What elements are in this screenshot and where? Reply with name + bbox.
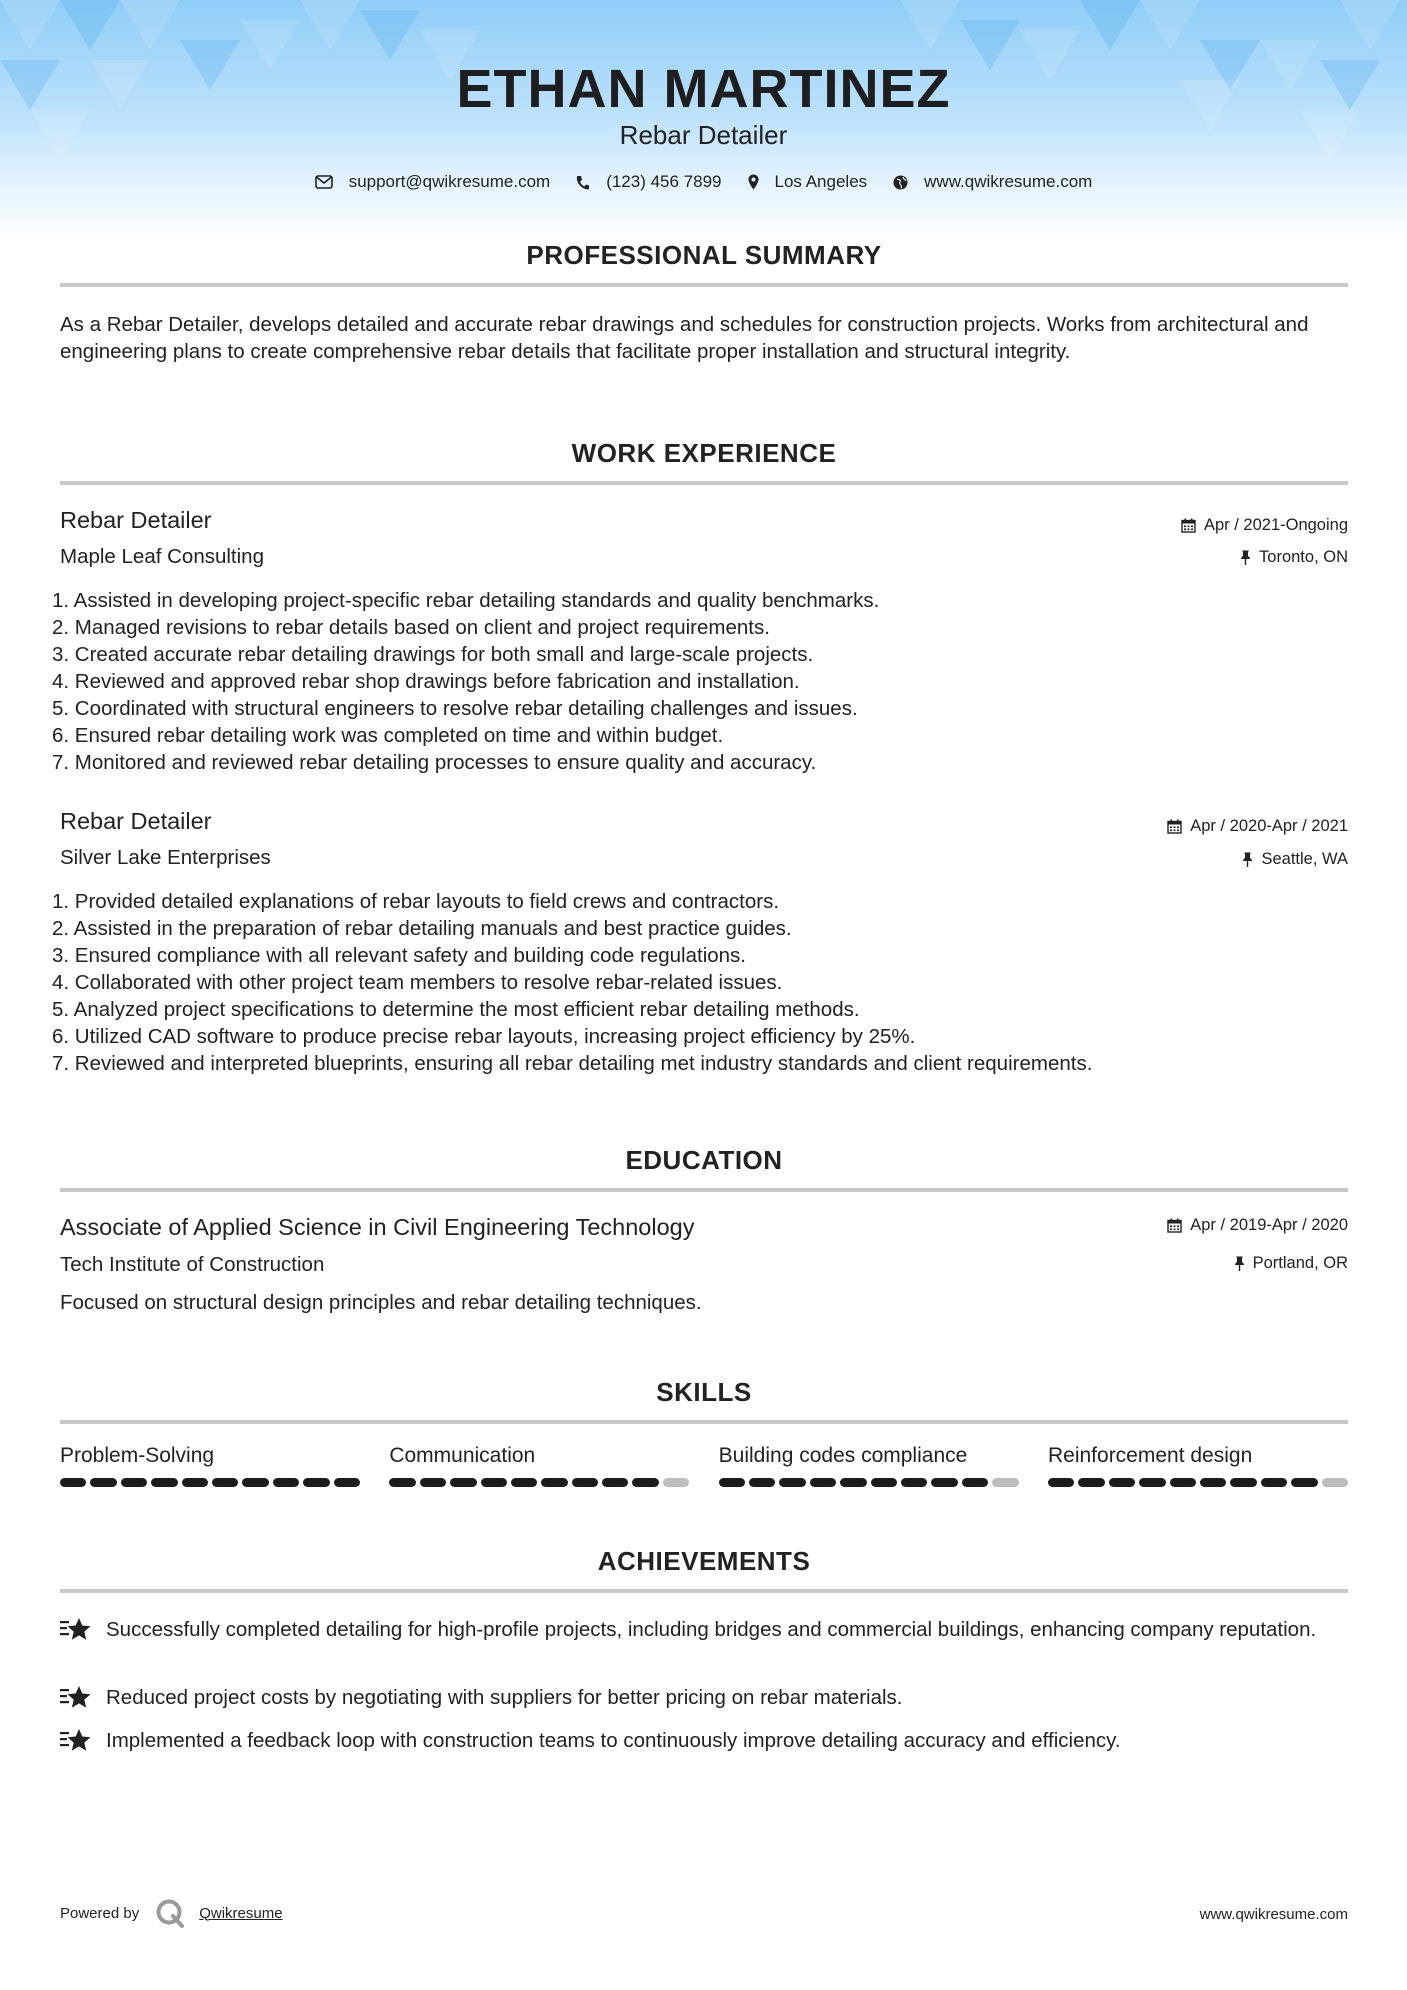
list-item: 2. Managed revisions to rebar details based on client and project requirements. — [52, 616, 770, 639]
pushpin-icon — [1234, 1256, 1245, 1271]
globe-icon — [893, 175, 908, 190]
skill-segment-filled — [121, 1478, 147, 1487]
contact-email[interactable] — [315, 172, 551, 192]
skill-segment-filled — [1078, 1478, 1104, 1487]
achievements-divider — [60, 1589, 1348, 1593]
qwikresume-logo-icon — [155, 1898, 185, 1928]
list-item: 2. Assisted in the preparation of rebar detailing manuals and best practice guides. — [52, 917, 792, 940]
footer-powered-by — [60, 1898, 283, 1928]
education-dates — [1167, 1216, 1348, 1235]
list-item: 4. Reviewed and approved rebar shop drawings before fabrication and installation. — [52, 670, 800, 693]
summary-text: As a Rebar Detailer, develops detailed and accurate rebar drawings and schedules for construction projects. Works from architectural and engineering plans to create comprehensive rebar details that facilitate proper installation and structural integrity. — [60, 313, 1309, 363]
list-item: 1. Provided detailed explanations of rebar layouts to field crews and contractors. — [52, 890, 780, 913]
powered-by-label: Powered by — [60, 1904, 140, 1922]
job-company: Silver Lake Enterprises — [60, 846, 271, 869]
job-company: Maple Leaf Consulting — [60, 545, 264, 568]
contact-bar — [0, 172, 1407, 192]
skill-segment-filled — [1170, 1478, 1196, 1487]
school-name: Tech Institute of Construction — [60, 1253, 325, 1276]
calendar-icon — [1167, 1218, 1182, 1233]
skill-segment-filled — [810, 1478, 836, 1487]
skill-segment-filled — [303, 1478, 329, 1487]
skill-segment-filled — [481, 1478, 507, 1487]
skill-segment-filled — [1261, 1478, 1287, 1487]
skill-name: Reinforcement design — [1047, 1444, 1253, 1467]
experience-heading: WORK EXPERIENCE — [571, 438, 837, 468]
skill-segment-filled — [242, 1478, 268, 1487]
education-location-text: Portland, OR — [1252, 1254, 1348, 1272]
skill-segment-filled — [719, 1478, 745, 1487]
job-location-text: Toronto, ON — [1259, 548, 1348, 566]
list-item: 6. Ensured rebar detailing work was completed on time and within budget. — [52, 724, 724, 747]
list-item: 3. Ensured compliance with all relevant safety and building code regulations. — [52, 944, 746, 967]
skill-segment-filled — [90, 1478, 116, 1487]
list-item: 5. Coordinated with structural engineers to resolve rebar detailing challenges and issues. — [52, 697, 858, 720]
skill-segment-filled — [1200, 1478, 1226, 1487]
skills-divider — [60, 1420, 1348, 1424]
achievement-item — [60, 1684, 1348, 1712]
list-item: 6. Utilized CAD software to produce precise rebar layouts, increasing project efficiency by 25%. — [52, 1025, 916, 1048]
skill-segment-filled — [632, 1478, 658, 1487]
skill-name: Problem-Solving — [60, 1444, 215, 1467]
degree-title: Associate of Applied Science in Civil Engineering Technology — [60, 1214, 695, 1240]
skill-level-bar — [60, 1478, 360, 1487]
education-location — [1234, 1254, 1348, 1273]
skill-level-bar — [1048, 1478, 1348, 1487]
achievement-text: Reduced project costs by negotiating with suppliers for better pricing on rebar materials. — [106, 1686, 903, 1709]
skill-segment-filled — [334, 1478, 360, 1487]
job-responsibilities — [52, 888, 1352, 1077]
skill-segment-filled — [182, 1478, 208, 1487]
job-location — [1242, 850, 1348, 869]
skill-segment-filled — [840, 1478, 866, 1487]
skill-segment-filled — [541, 1478, 567, 1487]
skill-segment-filled — [273, 1478, 299, 1487]
skill-segment-filled — [1139, 1478, 1165, 1487]
skill-level-bar — [389, 1478, 689, 1487]
list-item: 3. Created accurate rebar detailing drawings for both small and large-scale projects. — [52, 643, 814, 666]
skill-segment-filled — [779, 1478, 805, 1487]
achievement-item — [60, 1727, 1348, 1755]
contact-location-text: Los Angeles — [774, 172, 868, 191]
skill-segment-filled — [450, 1478, 476, 1487]
skill-name: Communication — [389, 1444, 536, 1467]
calendar-icon — [1181, 518, 1196, 533]
phone-icon — [576, 175, 590, 190]
contact-email-text: support@qwikresume.com — [348, 172, 551, 191]
skill-segment-filled — [1230, 1478, 1256, 1487]
job-dates — [1167, 817, 1348, 836]
job-responsibilities — [52, 587, 1352, 776]
contact-website-text: www.qwikresume.com — [924, 172, 1093, 191]
skill-segment-empty — [992, 1478, 1018, 1487]
job-dates-text: Apr / 2021-Ongoing — [1203, 516, 1348, 534]
skill-item — [60, 1444, 360, 1487]
achievement-item — [60, 1616, 1348, 1644]
job-location — [1240, 548, 1348, 567]
skill-segment-filled — [60, 1478, 86, 1487]
star-list-icon — [60, 1727, 92, 1755]
experience-divider — [60, 481, 1348, 485]
skill-segment-filled — [420, 1478, 446, 1487]
skill-level-bar — [719, 1478, 1019, 1487]
footer-website[interactable]: www.qwikresume.com — [1199, 1906, 1348, 1923]
map-marker-icon — [748, 174, 759, 190]
skill-item — [719, 1444, 1019, 1487]
contact-phone[interactable] — [576, 172, 721, 192]
job-title: Rebar Detailer — [60, 507, 212, 533]
skill-segment-filled — [151, 1478, 177, 1487]
achievement-text: Successfully completed detailing for high-profile projects, including bridges and commercial buildings, enhancing company reputation. — [106, 1618, 1317, 1641]
skills-heading: SKILLS — [656, 1377, 752, 1407]
calendar-icon — [1167, 819, 1182, 834]
skill-segment-filled — [572, 1478, 598, 1487]
skill-segment-filled — [1291, 1478, 1317, 1487]
skill-segment-filled — [962, 1478, 988, 1487]
star-list-icon — [60, 1684, 92, 1712]
skill-segment-filled — [749, 1478, 775, 1487]
contact-phone-text: (123) 456 7899 — [606, 172, 722, 191]
job-title: Rebar Detailer — [60, 808, 212, 834]
job-dates — [1181, 516, 1348, 535]
summary-heading: PROFESSIONAL SUMMARY — [526, 240, 882, 270]
skills-list — [60, 1444, 1348, 1487]
contact-location — [748, 172, 868, 192]
pushpin-icon — [1242, 852, 1253, 867]
skill-segment-filled — [1048, 1478, 1074, 1487]
list-item: 7. Reviewed and interpreted blueprints, ensuring all rebar detailing met industry standards and client requirements. — [52, 1052, 1093, 1075]
skill-segment-filled — [511, 1478, 537, 1487]
achievement-text: Implemented a feedback loop with construction teams to continuously improve detailing accuracy and efficiency. — [106, 1729, 1121, 1752]
skill-segment-filled — [602, 1478, 628, 1487]
envelope-icon — [315, 175, 333, 189]
summary-divider — [60, 283, 1348, 287]
education-description: Focused on structural design principles and rebar detailing techniques. — [60, 1291, 702, 1314]
job-location-text: Seattle, WA — [1261, 850, 1348, 868]
education-divider — [60, 1188, 1348, 1192]
contact-website[interactable] — [893, 172, 1092, 192]
list-item: 7. Monitored and reviewed rebar detailing processes to ensure quality and accuracy. — [52, 751, 817, 774]
skill-segment-filled — [212, 1478, 238, 1487]
list-item: 5. Analyzed project specifications to determine the most efficient rebar detailing methods. — [52, 998, 860, 1021]
skill-segment-empty — [1322, 1478, 1348, 1487]
skill-segment-filled — [389, 1478, 415, 1487]
skill-segment-empty — [663, 1478, 689, 1487]
education-heading: EDUCATION — [625, 1145, 783, 1175]
list-item: 1. Assisted in developing project-specific rebar detailing standards and quality benchmarks. — [52, 589, 880, 612]
skill-segment-filled — [871, 1478, 897, 1487]
skill-segment-filled — [931, 1478, 957, 1487]
skill-item — [389, 1444, 689, 1487]
qwikresume-link[interactable]: Qwikresume — [199, 1904, 283, 1922]
skill-segment-filled — [901, 1478, 927, 1487]
skill-segment-filled — [1109, 1478, 1135, 1487]
star-list-icon — [60, 1616, 92, 1644]
candidate-role: Rebar Detailer — [619, 120, 788, 150]
achievements-heading: ACHIEVEMENTS — [597, 1546, 811, 1576]
skill-name: Building codes compliance — [718, 1444, 968, 1467]
list-item: 4. Collaborated with other project team members to resolve rebar-related issues. — [52, 971, 783, 994]
candidate-name: ETHAN MARTINEZ — [456, 59, 951, 119]
job-dates-text: Apr / 2020-Apr / 2021 — [1190, 817, 1348, 835]
skill-item — [1048, 1444, 1348, 1487]
education-dates-text: Apr / 2019-Apr / 2020 — [1190, 1216, 1348, 1234]
pushpin-icon — [1240, 550, 1251, 565]
